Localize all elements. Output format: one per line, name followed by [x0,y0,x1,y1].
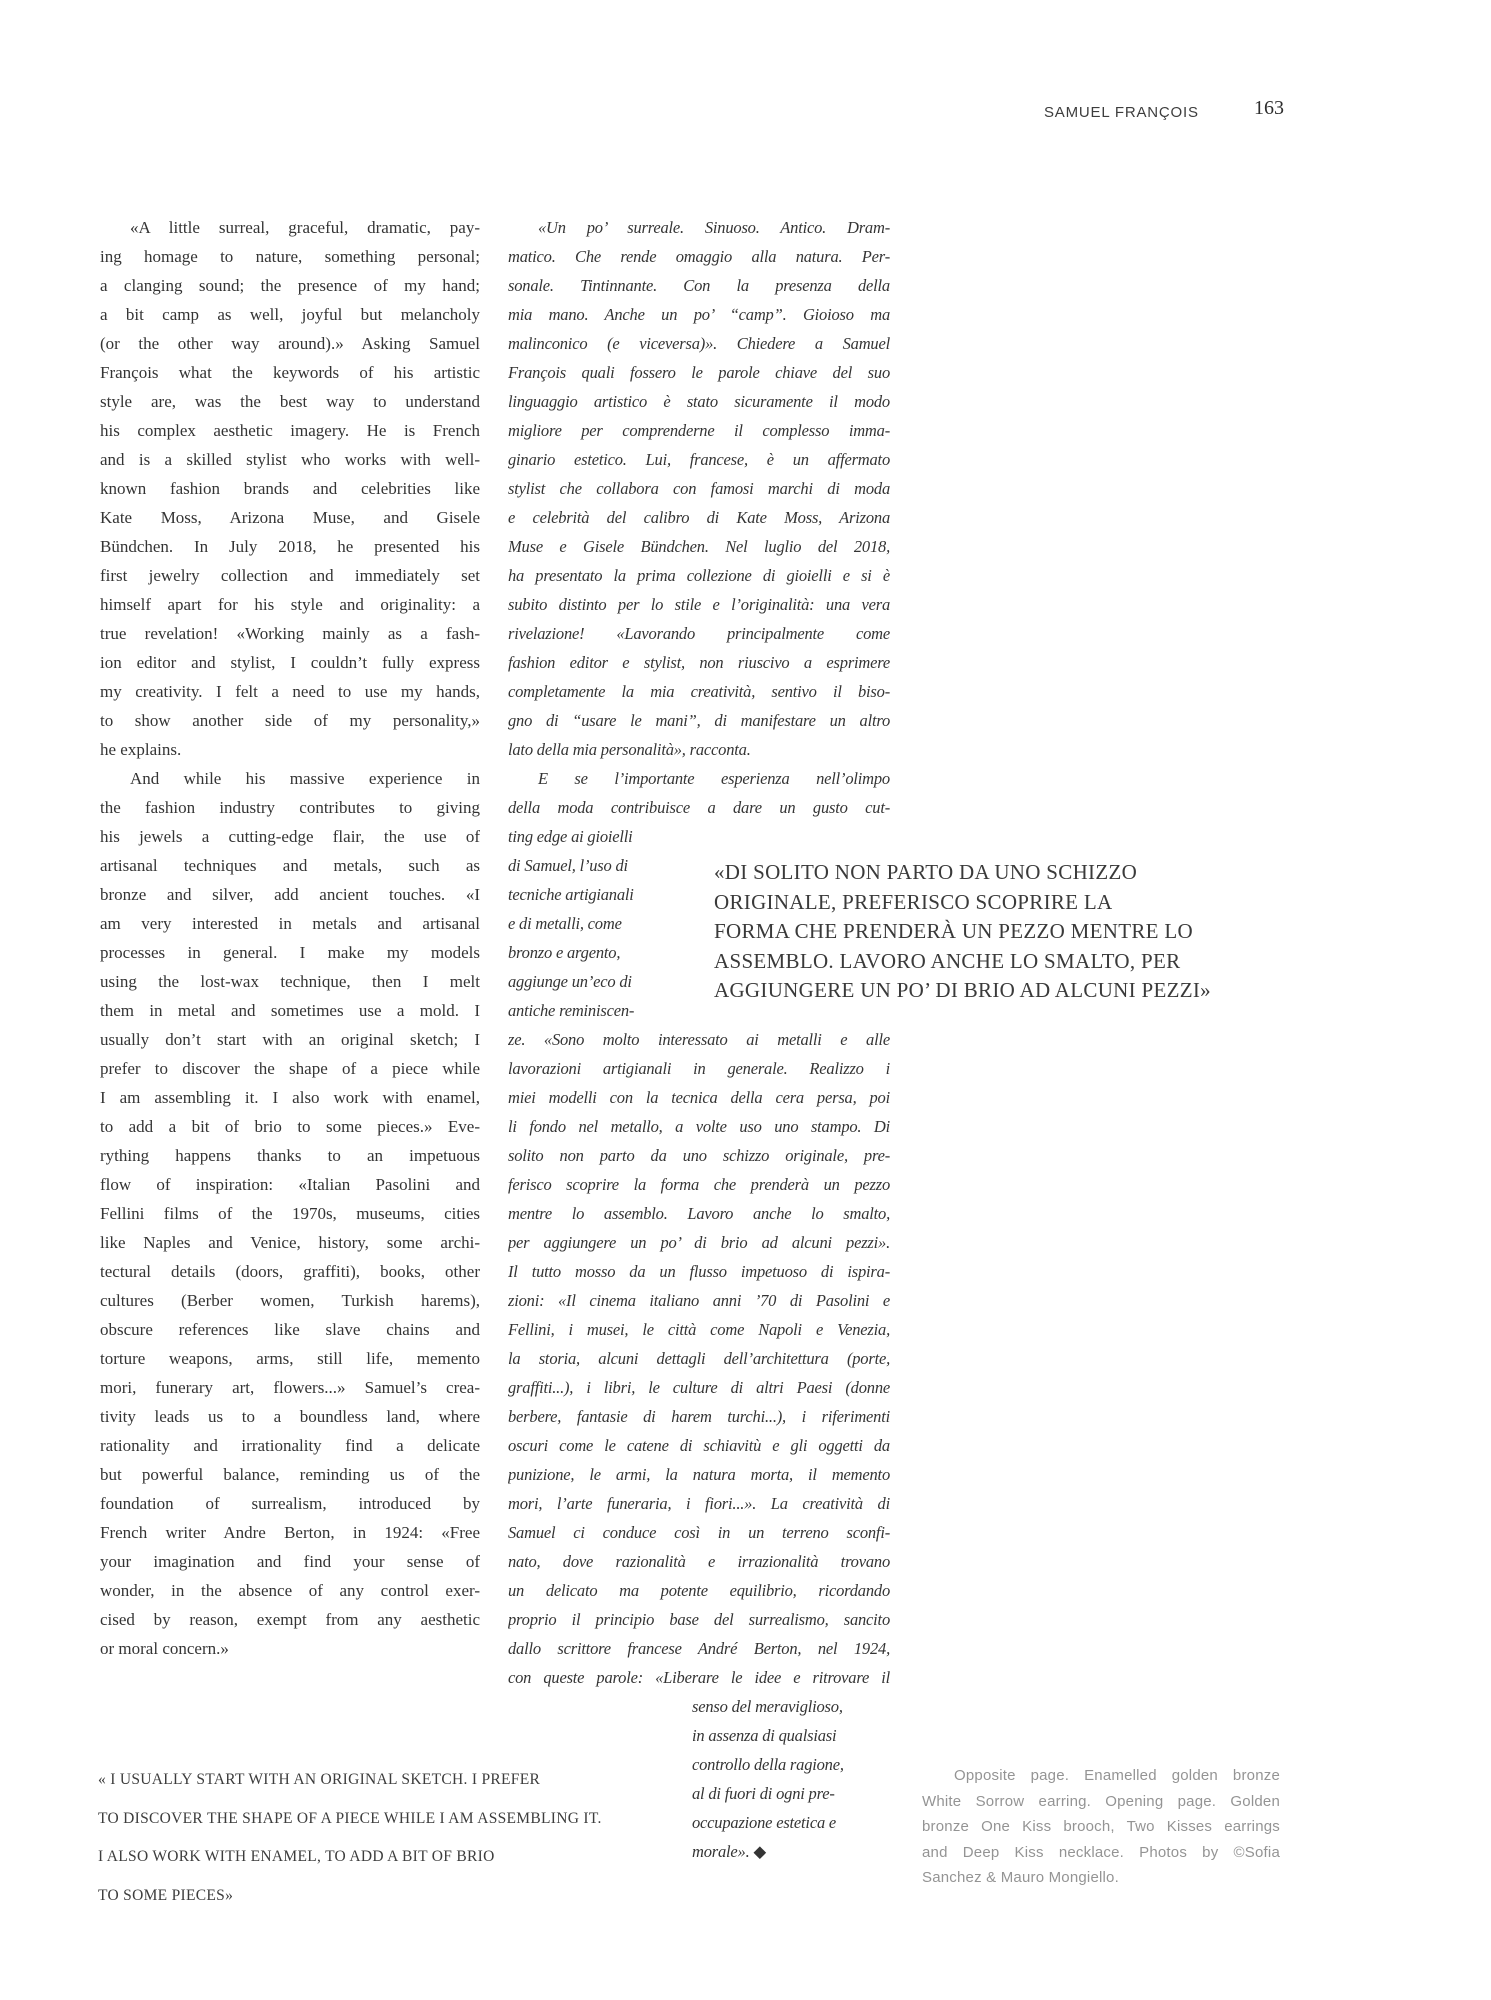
text-line: «DI SOLITO NON PARTO DA UNO SCHIZZO [714,860,1138,884]
text-line: Fellini, i musei, le città come Napoli e Venezia, [508,1320,890,1339]
italian-column [508,213,890,1866]
text-line: rationality and irrationality find a delicate [100,1436,480,1455]
text-line: prefer to discover the shape of a piece while [100,1059,480,1078]
text-line: stylist che collabora con famosi marchi di moda [508,479,890,498]
text-line: am very interested in metals and artisanal [100,914,480,933]
pull-quote-italian [714,858,1259,1006]
text-line: he explains. [100,740,182,759]
text-line: tivity leads us to a boundless land, where [100,1407,480,1426]
text-line: your imagination and find your sense of [100,1552,480,1571]
text-line: Bündchen. In July 2018, he presented his [100,537,480,556]
italian-paragraph-2-tail-segment [692,1692,892,1866]
text-line: con queste parole: «Liberare le idee e ritrovare il [508,1668,890,1687]
text-line: tectural details (doors, graffiti), books, other [100,1262,480,1281]
text-line: French writer Andre Berton, in 1924: «Free [100,1523,480,1542]
text-line: e celebrità del calibro di Kate Moss, Arizona [508,508,890,527]
page-number: 163 [1254,97,1284,119]
text-line: berbere, fantasie di harem turchi...), i riferimenti [508,1407,890,1426]
text-line: ion editor and stylist, I couldn’t fully express [100,653,480,672]
text-line: cultures (Berber women, Turkish harems), [100,1291,480,1310]
text-line: cised by reason, exempt from any aesthetic [100,1610,480,1629]
text-line: foundation of surrealism, introduced by [100,1494,480,1513]
text-line: but powerful balance, reminding us of the [100,1465,480,1484]
text-line: «Un po’ surreale. Sinuoso. Antico. Dram- [538,218,890,237]
text-line: sonale. Tintinnante. Con la presenza della [508,276,890,295]
text-line: tecniche artigianali [508,885,634,904]
text-line: his jewels a cutting-edge flair, the use of [100,827,480,846]
text-line: TO SOME PIECES» [98,1886,234,1904]
text-line: nato, dove razionalità e irrazionalità trovano [508,1552,890,1571]
text-line: AGGIUNGERE UN PO’ DI BRIO AD ALCUNI PEZZI» [714,978,1211,1002]
text-line: Opposite page. Enamelled golden bronze [954,1767,1280,1784]
text-line: antiche reminiscen- [508,1001,635,1020]
text-line: obscure references like slave chains and [100,1320,480,1339]
text-line: mori, funerary art, flowers...» Samuel’s crea- [100,1378,480,1397]
text-line: a clanging sound; the presence of my hand; [100,276,480,295]
text-line: senso del meraviglioso, [692,1697,843,1716]
english-paragraph-1 [100,213,480,764]
italian-paragraph-2-narrow-segment [508,822,673,1025]
text-line: true revelation! «Working mainly as a fash- [100,624,480,643]
italian-paragraph-2-intro [508,764,890,822]
text-line: Muse e Gisele Bündchen. Nel luglio del 2018, [508,537,890,556]
text-line: bronze and silver, add ancient touches. «I [100,885,480,904]
text-line: my creativity. I felt a need to use my hands, [100,682,480,701]
text-line: his complex aesthetic imagery. He is French [100,421,480,440]
text-line: mia mano. Anche un po’ “camp”. Gioioso ma [508,305,890,324]
text-line: subito distinto per lo stile e l’originalità: una vera [508,595,890,614]
text-line: ORIGINALE, PREFERISCO SCOPRIRE LA [714,889,1113,914]
text-line: ginario estetico. Lui, francese, è un affermato [508,450,890,469]
text-line: Sanchez & Mauro Mongiello. [922,1869,1119,1886]
text-line: completamente la mia creatività, sentivo il biso- [508,682,890,701]
text-line: and is a skilled stylist who works with well- [100,450,480,469]
text-line: mori, l’arte funeraria, i fiori...». La creatività di [508,1494,890,1513]
text-line: «A little surreal, graceful, dramatic, pay- [130,218,480,237]
text-line: linguaggio artistico è stato sicuramente il modo [508,392,890,411]
text-line: and Deep Kiss necklace. Photos by ©Sofia [922,1843,1280,1861]
text-line: di Samuel, l’uso di [508,856,628,875]
text-line: aggiunge un’eco di [508,972,632,991]
text-line: FORMA CHE PRENDERÀ UN PEZZO MENTRE LO [714,919,1193,943]
text-line: François quali fossero le parole chiave del suo [508,363,890,382]
text-line: gno di “usare le mani”, di manifestare un altro [508,711,890,730]
text-line: solito non parto da uno schizzo originale, pre- [508,1146,890,1165]
text-line: un delicato ma potente equilibrio, ricordando [508,1581,890,1600]
text-line: to show another side of my personality,» [100,711,480,730]
text-line: bronze One Kiss brooch, Two Kisses earrings [922,1818,1280,1835]
text-line: ASSEMBLO. LAVORO ANCHE LO SMALTO, PER [714,948,1181,973]
text-line: zioni: «Il cinema italiano anni ’70 di Pasolini e [508,1291,890,1310]
text-line: oscuri come le catene di schiavitù e gli oggetti da [508,1436,890,1455]
text-line: ting edge ai gioielli [508,827,633,846]
text-line: li fondo nel metallo, a volte uso uno stampo. Di [508,1117,890,1136]
photo-caption [922,1763,1280,1891]
text-line: la storia, alcuni dettagli dell’architettura (porte, [508,1349,890,1368]
text-line: François what the keywords of his artistic [100,363,480,382]
text-line: wonder, in the absence of any control exer- [100,1581,480,1600]
text-line: punizione, le armi, la natura morta, il memento [508,1465,890,1484]
text-line: in assenza di qualsiasi [692,1726,837,1745]
text-line: first jewelry collection and immediately set [100,566,480,585]
text-line: ze. «Sono molto interessato ai metalli e alle [508,1030,890,1049]
running-header-title: SAMUEL FRANÇOIS [1044,104,1199,121]
text-line: (or the other way around).» Asking Samuel [100,334,480,353]
text-line: per aggiungere un po’ di brio ad alcuni pezzi». [508,1233,890,1252]
text-line: Il tutto mosso da un flusso impetuoso di ispira- [508,1262,890,1281]
text-line: proprio il principio base del surrealismo, sancito [508,1610,890,1629]
text-line: malinconico (e viceversa)». Chiedere a Samuel [508,334,890,353]
text-line: migliore per comprenderne il complesso imma- [508,421,890,440]
text-line: fashion editor e stylist, non riuscivo a esprimere [508,653,890,672]
text-line: dallo scrittore francese André Berton, nel 1924, [508,1639,890,1658]
text-line: lato della mia personalità», racconta. [508,740,751,759]
text-line: processes in general. I make my models [100,943,480,962]
text-line: rivelazione! «Lavorando principalmente come [508,624,890,643]
text-line: miei modelli con la tecnica della cera persa, poi [508,1088,890,1107]
text-line: artisanal techniques and metals, such as [100,856,480,875]
text-line: ha presentato la prima collezione di gioielli e si è [508,566,890,585]
english-column [100,213,480,1663]
text-line: rything happens thanks to an impetuous [100,1146,480,1165]
text-line: morale». ◆ [692,1842,766,1861]
text-line: E se l’importante esperienza nell’olimpo [538,769,890,788]
text-line: bronzo e argento, [508,943,621,962]
text-line: ing homage to nature, something personal; [100,247,480,266]
text-line: controllo della ragione, [692,1755,844,1774]
text-line: Samuel ci conduce così in un terreno sconfi- [508,1523,890,1542]
text-line: I am assembling it. I also work with enamel, [100,1088,480,1107]
italian-paragraph-2-main [508,1025,890,1692]
text-line: flow of inspiration: «Italian Pasolini and [100,1175,480,1194]
text-line: lavorazioni artigianali in generale. Realizzo i [508,1059,890,1078]
text-line: to add a bit of brio to some pieces.» Eve- [100,1117,480,1136]
text-line: Kate Moss, Arizona Muse, and Gisele [100,508,480,527]
text-line: them in metal and sometimes use a mold. I [100,1001,480,1020]
text-line: ferisco scoprire la forma che prenderà un pezzo [508,1175,890,1194]
text-line: Fellini films of the 1970s, museums, cities [100,1204,480,1223]
text-line: al di fuori di ogni pre- [692,1784,835,1803]
text-line: a bit camp as well, joyful but melancholy [100,305,480,324]
text-line: occupazione estetica e [692,1813,837,1832]
italian-paragraph-1 [508,213,890,764]
text-line: graffiti...), i libri, le culture di altri Paesi (donne [508,1378,890,1397]
text-line: known fashion brands and celebrities like [100,479,480,498]
text-line: TO DISCOVER THE SHAPE OF A PIECE WHILE I AM ASSEMBLING IT. [98,1809,602,1827]
text-line: I ALSO WORK WITH ENAMEL, TO ADD A BIT OF BRIO [98,1848,495,1865]
text-line: matico. Che rende omaggio alla natura. Per- [508,247,890,266]
text-line: mentre lo assemblo. Lavoro anche lo smalto, [508,1204,890,1223]
pull-quote-english [98,1761,678,1915]
text-line: White Sorrow earring. Opening page. Golden [922,1792,1280,1810]
text-line: style are, was the best way to understand [100,392,480,411]
text-line: like Naples and Venice, history, some archi- [100,1233,480,1252]
text-line: the fashion industry contributes to giving [100,798,480,817]
text-line: « I USUALLY START WITH AN ORIGINAL SKETCH. I PREFER [98,1771,541,1788]
english-paragraph-2 [100,764,480,1663]
text-line: using the lost-wax technique, then I melt [100,972,480,991]
text-line: usually don’t start with an original sketch; I [100,1030,480,1049]
text-line: della moda contribuisce a dare un gusto cut- [508,798,890,817]
text-line: And while his massive experience in [130,769,480,788]
text-line: or moral concern.» [100,1639,229,1658]
text-line: himself apart for his style and originality: a [100,595,480,614]
text-line: torture weapons, arms, still life, memento [100,1349,480,1368]
text-line: e di metalli, come [508,914,622,933]
